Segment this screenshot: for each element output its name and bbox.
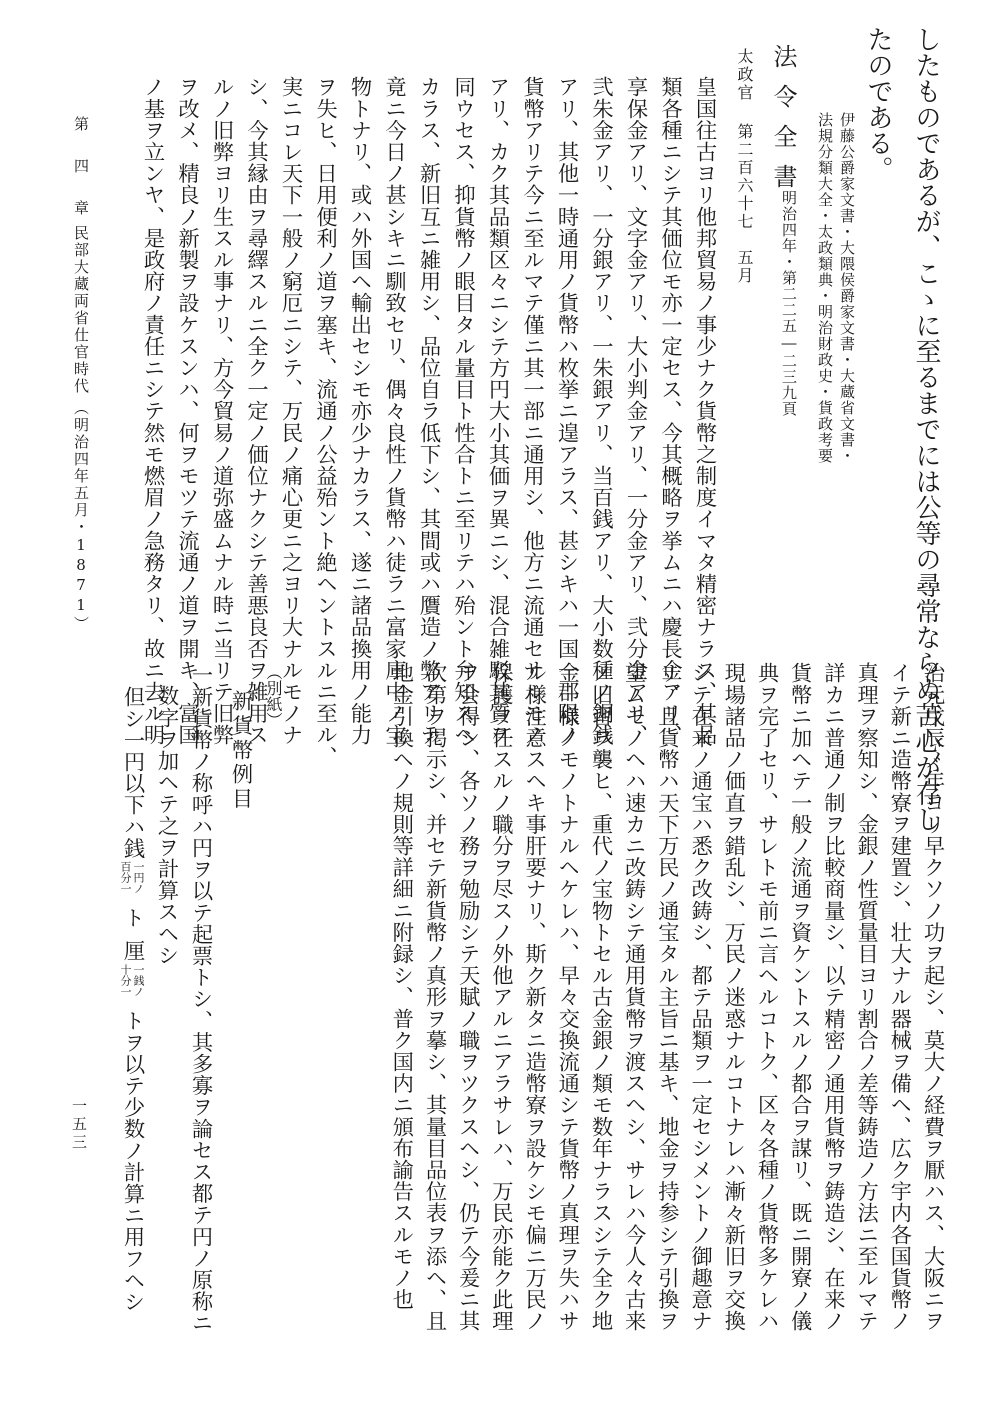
upper-body-column: 類各種ニシテ其価位モ亦一定セス、今其概略ヲ挙ムニハ慶長金アリ、	[657, 76, 683, 746]
lower-body-column: 貨幣ニ加ヘテ一般ノ流通ヲ資ケントスルノ都合ヲ謀リ、既ニ開寮ノ儀	[787, 662, 813, 1332]
appendix-label: （別紙）	[264, 664, 283, 728]
edict-number: 太政官 第二百六十七 五月	[735, 48, 754, 285]
upper-body-column: ノ基ヲ立ンヤ、是政府ノ責任ニシテ然モ燃眉ノ急務タリ、故ニ去ル明	[140, 76, 165, 746]
lower-body-column: 望ムモノヘハ速カニ改鋳シテ通用貨幣ヲ渡スヘシ、サレハ今人々古来	[621, 662, 647, 1332]
rule-2-note-2	[120, 962, 146, 1010]
lower-body-column: 詳カニ普通ノ制ヲ比較商量シ、以テ精密ノ通用貨幣ヲ鋳造シ、在来ノ	[820, 662, 846, 1332]
rule-1-line-1: 一新貨幣ノ称呼ハ円ヲ以テ起票トシ、其多寡ヲ論セス都テ円ノ原称ニ	[188, 664, 213, 1334]
upper-body-column: 同ウセス、抑貨幣ノ眼目タル量目ト性合トニ至リテハ殆ント弁知スヘ	[450, 76, 476, 746]
chapter-date: （明治四年五月・1871）	[72, 400, 90, 633]
lower-body-column: ノ旧習ヲ襲ヒ、重代ノ宝物トセル古金銀ノ類モ数年ナラスシテ全ク地	[588, 662, 613, 1332]
upper-body-column: ルノ旧弊ヨリ生スル事ナリ、方今貿易ノ道弥盛ムナル時ニ当リテ旧弊	[209, 76, 234, 746]
upper-body-column: 物トナリ、或ハ外国ヘ輸出セシモ亦少ナカラス、遂ニ諸品換用ノ能力	[347, 76, 372, 746]
lower-body-column: 金一様ノモノトナルヘケレハ、早々交換流通シテ貨幣ノ真理ヲ失ハサ	[554, 662, 580, 1332]
rule-2-text-c: 厘	[120, 940, 145, 963]
page-title: 法令全書	[769, 44, 797, 204]
lower-body-column: 保護ヲ任スルノ職分ヲ尽スノ外他アルニアラサレハ、万民亦能ク此理	[488, 662, 514, 1332]
upper-body-column: シ、今其縁由ヲ尋繹スルニ全ク一定ノ価位ナクシテ善悪良否ヲ雑用ス	[243, 76, 269, 746]
sources-line-2: 法規分類大全・太政類典・明治財政史・貨政考要	[816, 112, 834, 464]
upper-body-column: 竟ニ今日ノ甚シキニ馴致セリ、偶々良性ノ貨幣ハ徒ラニ富家庫中ノ宝	[381, 76, 407, 746]
lower-body-column: 地金引換ヘノ規則等詳細ニ附録シ、普ク国内ニ頒布諭告スルモノ也	[388, 662, 414, 1310]
upper-body-column: アリ、其他一時通用ノ貨幣ハ枚挙ニ遑アラス、甚シキハ一国一郡限ノ	[554, 76, 579, 746]
rule-2-line	[120, 686, 146, 1312]
page-number: 一五三	[70, 1098, 88, 1152]
lower-body-column: リ、且貨幣ハ天下万民ノ通宝タル主旨ニ基キ、地金ヲ持参シテ引換ヲ	[654, 662, 680, 1332]
rule-2-note-2a: 一銭ノ	[132, 964, 145, 998]
lower-body-column: シテ在来ノ通宝ハ悉ク改鋳シ、都テ品類ヲ一定セシメントノ御趣意ナ	[687, 662, 713, 1332]
intro-line-2: たのである。	[863, 26, 893, 182]
rule-2-note-1a: 一円ノ	[132, 860, 145, 894]
intro-line-1: したものであるが、こゝに至るまでには公等の尋常ならぬ苦心が存し	[911, 26, 941, 832]
lower-body-column: ル様注意スヘキ事肝要ナリ、斯ク新タニ造幣寮ヲ設ケシモ偏ニ万民ノ	[521, 662, 547, 1332]
upper-body-column: ヲ改メ、精良ノ新製ヲ設ケスンハ、何ヲモツテ流通ノ道ヲ開キ、富国	[174, 76, 200, 746]
lower-body-column: 典ヲ完了セリ、サレトモ前ニ言ヘルコトク、区々各種ノ貨幣多ケレハ	[754, 662, 779, 1332]
rule-2-note-1	[120, 859, 146, 907]
lower-body-column: イテ新ニ造幣寮ヲ建置シ、壮大ナル器械ヲ備ヘ、広ク宇内各国貨幣ノ	[886, 662, 912, 1332]
rule-2-note-2b: 十分一	[119, 964, 132, 998]
heading-reference: 明治四年・第二二五―二三九頁	[780, 190, 798, 417]
rule-1-line-2: 数字ヲ加ヘテ之ヲ計算スヘシ	[154, 685, 179, 966]
rule-2-note-1b: 百分一	[119, 860, 132, 894]
upper-body-column: 貨幣アリテ今ニ至ルマテ僅ニ其一部ニ通用シ、他方ニ流通セサルモノ	[519, 76, 545, 746]
lower-body-column: 現場諸品ノ価直ヲ錯乱シ、万民ノ迷惑ナルコトナレハ漸々新旧ヲ交換	[720, 662, 746, 1332]
upper-body-column: 実ニコレ天下一般ノ窮厄ニシテ、万民ノ痛心更ニ之ヨリ大ナルモノナ	[278, 76, 303, 746]
rule-2-text-a: 但シ一円以下ハ銭	[120, 686, 145, 859]
upper-body-column: ヲ失ヒ、日用便利ノ道ヲ塞キ、流通ノ公益殆ント絶ヘントスルニ至ル、	[312, 76, 338, 768]
chapter-title: 民部大蔵両省仕官時代	[72, 225, 90, 395]
upper-body-column: 皇国往古ヨリ他邦貿易ノ事少ナク貨幣之制度イマタ精密ナラス、其品	[692, 76, 717, 746]
upper-body-column: 弐朱金アリ、一分銀アリ、一朱銀アリ、当百銭アリ、大小数種ノ銅銭	[588, 76, 614, 746]
upper-body-column: アリ、カク其品類区々ニシテ方円大小其価ヲ異ニシ、混合雑駁其質ヲ	[485, 76, 510, 746]
appendix-title: 新貨幣例目	[228, 690, 253, 812]
rule-2-text-d: トヲ以テ少数ノ計算ニ用フヘシ	[120, 1010, 145, 1313]
chapter-number: 第 四 章	[72, 116, 90, 221]
sources-line-1: 伊藤公爵家文書・大隈侯爵家文書・大蔵省文書・	[838, 112, 856, 464]
lower-body-column: 治元戊辰ノ年ヨリ早クソノ功ヲ起シ、莫大ノ経費ヲ厭ハス、大阪ニヲ	[920, 662, 945, 1332]
lower-body-column: 次第ヲ掲示シ、并セテ新貨幣ノ真形ヲ摹シ、其量目品位表ヲ添ヘ、且	[422, 662, 447, 1332]
upper-body-column: カラス、新旧互ニ雑用シ、品位自ラ低下シ、其間或ハ贋造ノ弊アリテ	[416, 76, 441, 746]
upper-body-column: 享保金アリ、文字金アリ、大小判金アリ、一分金アリ、弐分金アリ、	[623, 76, 648, 746]
lower-body-column: 真理ヲ察知シ、金銀ノ性質量目ヨリ割合ノ差等鋳造ノ方法ニ至ルマテ	[853, 662, 879, 1332]
lower-body-column: ヲ会得シ、各ソノ務ヲ勉励シテ天賦ノ職ヲツクスヘシ、仍テ今爰ニ其	[455, 662, 481, 1332]
rule-2-text-b: ト	[120, 906, 145, 929]
